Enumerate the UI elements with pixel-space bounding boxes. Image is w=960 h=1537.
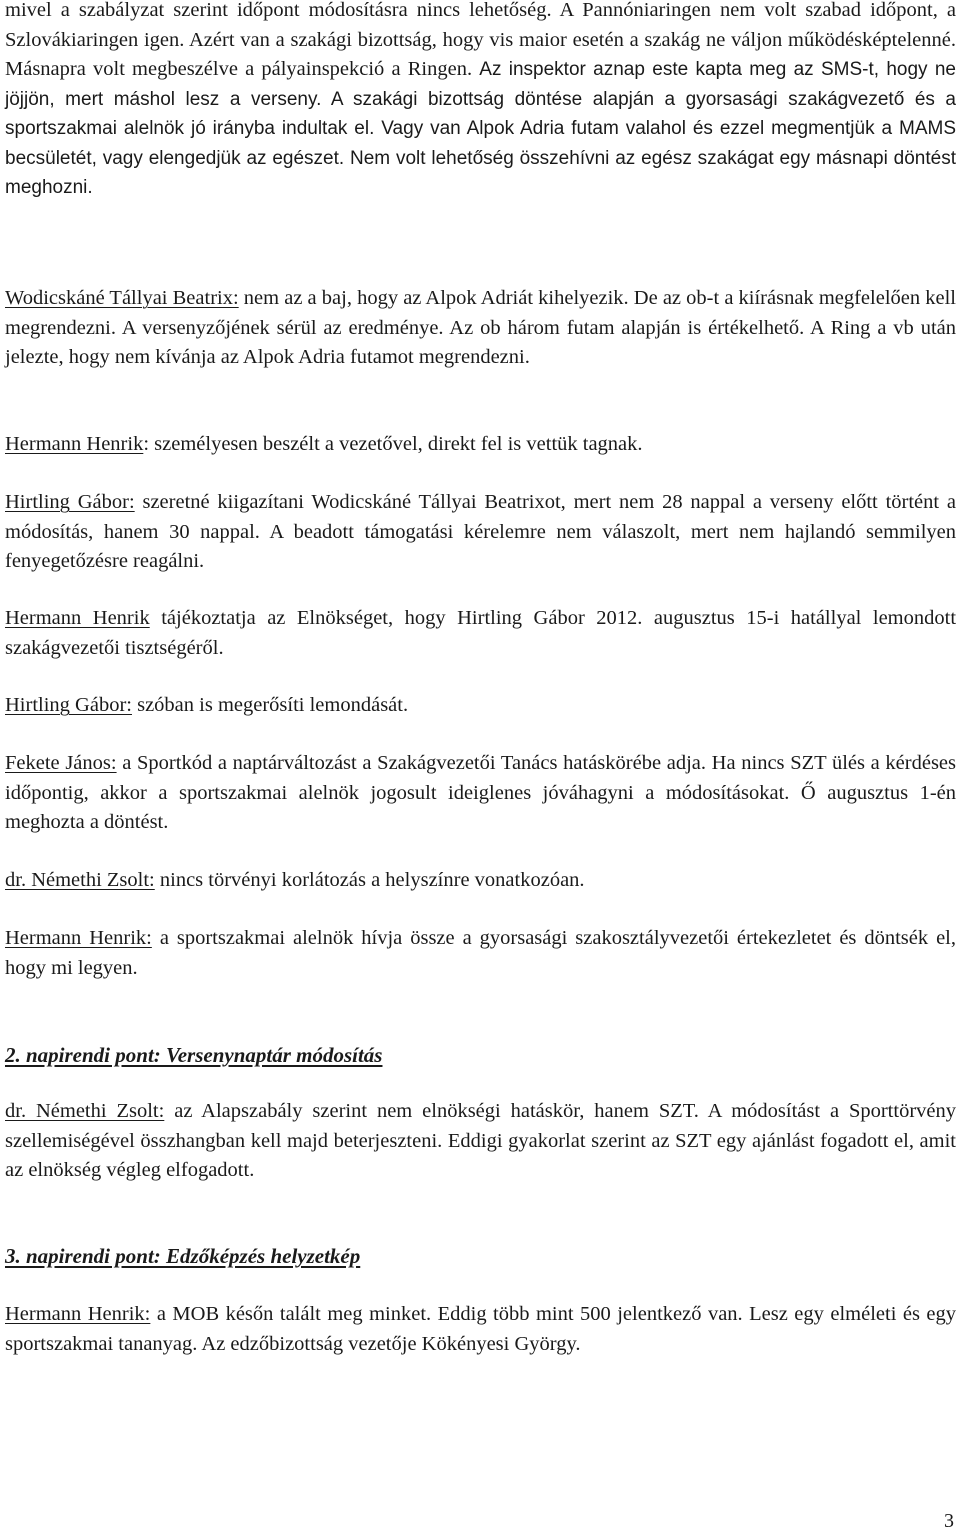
speaker-name: Hermann Henrik: [5,927,152,949]
paragraph-nemethi-1 [5,866,956,896]
paragraph-text: : személyesen beszélt a vezetővel, direkt fel is vettük tagnak. [143,433,643,455]
paragraph-nemethi-2 [5,1097,956,1186]
paragraph-hermann-3 [5,924,956,983]
paragraph-text: a sportszakmai alelnök hívja össze a gyorsasági szakosztályvezetői értekezletet és döntsék el, hogy mi legyen. [5,927,956,979]
paragraph-fekete [5,749,956,838]
speaker-name: Hirtling Gábor: [5,694,132,716]
paragraph-text: szeretné kiigazítani Wodicskáné Tállyai Beatrixot, mert nem 28 nappal a verseny előtt történt a módosítás, hanem 30 nappal. A beadott támogatási kérelemre nem válaszolt, mert nem hajlandó semmilyen fenyegetőzésre reagálni. [5,491,956,572]
paragraph-text: szóban is megerősíti lemondását. [131,694,409,716]
speaker-name: Hermann Henrik [5,607,150,629]
page-number: 3 [944,1510,954,1532]
agenda-heading-2: 2. napirendi pont: Versenynaptár módosítás [5,1043,383,1067]
speaker-name: dr. Némethi Zsolt: [5,869,155,891]
speaker-name: Wodicskáné Tállyai Beatrix: [5,287,239,309]
paragraph-hermann-4 [5,1300,956,1359]
paragraph-text: az Alapszabály szerint nem elnökségi hatáskör, hanem SZT. A módosítást a Sporttörvény szellemiségével összhangban kell majd beterjeszteni. Eddigi gyakorlat szerint az SZT egy ajánlást fogadott el, amit az elnökség végleg elfogadott. [5,1100,957,1181]
speaker-name: dr. Némethi Zsolt: [5,1100,165,1122]
paragraph-intro-text: mivel a szabályzat szerint időpont módosításra nincs lehetőség. A Pannóniaringen nem volt szabad időpont, a Szlovákiaringen igen. Azért van a szakági bizottság, hogy vis maior esetén a szakág ne váljon működésképtelenné. Másnapra volt megbeszélve a pályainspekció a Ringen. [5,0,956,80]
paragraph-text: a Sportkód a naptárváltozást a Szakágvezetői Tanács hatáskörébe adja. Ha nincs SZT ülés a kérdéses időpontig, akkor a sportszakmai alelnök jogosult ideiglenes jóváhagyni a módosításokat. Ő augusztus 1-én meghozta a döntést. [5,752,956,833]
speaker-name: Fekete János: [5,752,117,774]
paragraph-hirtling-2 [5,691,956,721]
paragraph-hirtling-1 [5,488,956,577]
paragraph-intro-sans-text: Az inspektor aznap este kapta meg az SMS-t, hogy ne jöjjön, mert máshol lesz a verseny. A szakági bizottság döntése alapján a gyorsasági szakágvezető és a sportszakmai alelnök jó irányba indultak el. Vagy van Alpok Adria futam valahol és ezzel megmentjük a MAMS becsületét, vagy elengedjük az egészet. Nem volt lehetőség összehívni az egész szakágat egy másnapi döntést meghozni. [5,59,956,198]
paragraph-text: tájékoztatja az Elnökséget, hogy Hirtling Gábor 2012. augusztus 15-i hatállyal lemondott szakágvezetői tisztségéről. [5,607,957,659]
paragraph-intro [5,0,956,203]
speaker-name: Hermann Henrik [5,433,144,455]
paragraph-hermann-2 [5,604,956,663]
paragraph-text: nincs törvényi korlátozás a helyszínre vonatkozóan. [154,869,585,891]
paragraph-hermann-1 [5,430,956,460]
paragraph-text: nem az a baj, hogy az Alpok Adriát kihelyezik. De az ob-t a kiírásnak megfelelően kell megrendezni. A versenyzőjének sérül az eredménye. Az ob három futam alapján is értékelhető. A Ring a vb után jelezte, hogy nem kívánja az Alpok Adria futamot megrendezni. [5,287,956,368]
paragraph-wodicskane [5,284,956,373]
speaker-name: Hirtling Gábor: [5,491,135,513]
agenda-heading-3: 3. napirendi pont: Edzőképzés helyzetkép [5,1244,361,1268]
paragraph-text: a MOB későn talált meg minket. Eddig több mint 500 jelentkező van. Lesz egy elméleti és egy sportszakmai tananyag. Az edzőbizottság vezetője Kökényesi György. [5,1303,956,1355]
speaker-name: Hermann Henrik: [5,1303,151,1325]
